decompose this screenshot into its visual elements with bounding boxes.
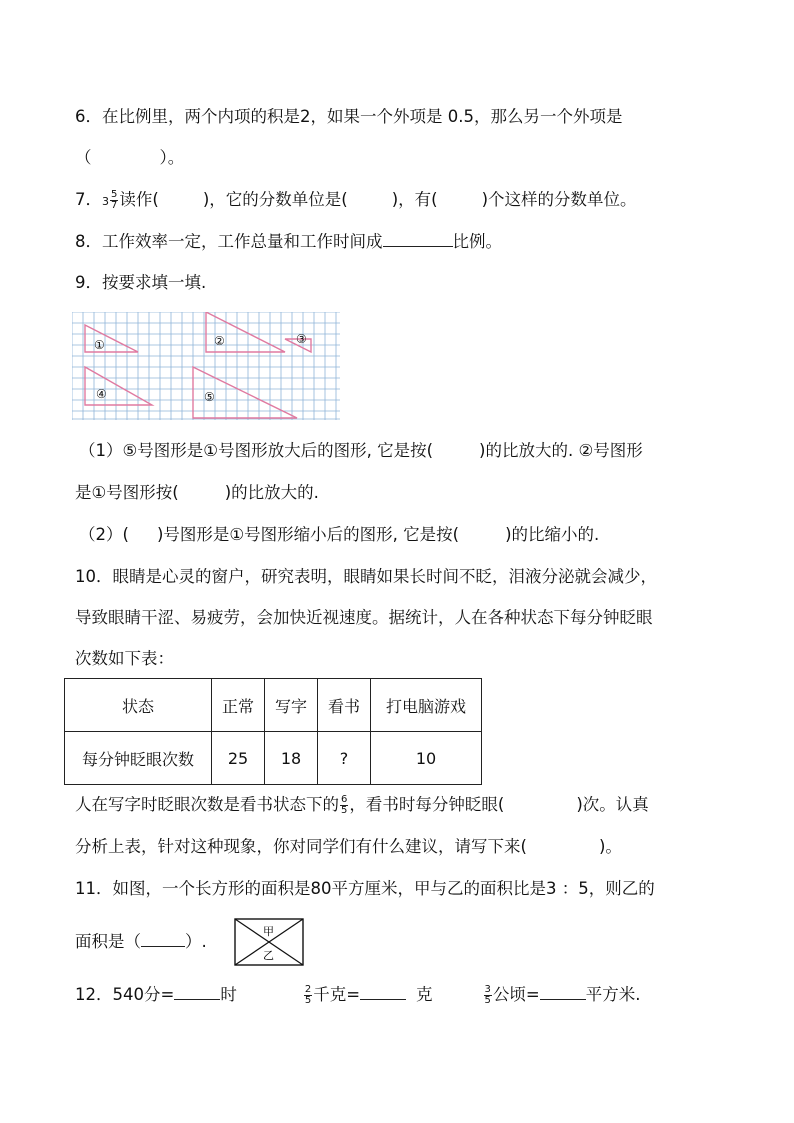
q6-open-paren: （: [75, 148, 92, 167]
q9-part2-line: [79, 524, 599, 546]
table-cell: 18: [265, 732, 318, 785]
q7-frac-denominator: 7: [111, 200, 118, 211]
q12-text-2: 时: [220, 985, 237, 1004]
q9-p2-text-a: （2）(: [79, 525, 129, 544]
q12-blank-square-meters[interactable]: [540, 983, 586, 1000]
q10-line2: 导致眼睛干涩、易疲劳，会加快近视速度。据统计，人在各种状态下每分钟眨眼: [75, 608, 653, 627]
q7-text-2: )，它的分数单位是(: [202, 190, 348, 209]
q9-p1-text-d: )的比放大的.: [224, 483, 319, 502]
table-cell: 25: [212, 732, 265, 785]
label-4: ④: [96, 387, 107, 401]
q12-fraction-1: [304, 985, 312, 1006]
q12-text-1: 12．540分=: [75, 985, 175, 1004]
q9-p2-text-b: )号图形是①号图形缩小后的图形, 它是按(: [156, 525, 460, 544]
q12-frac2-numerator: 3: [484, 984, 491, 995]
q12-text-5: 公顷=: [492, 985, 540, 1004]
q9-p1-text-a: （1）⑤号图形是①号图形放大后的图形, 它是按(: [79, 441, 434, 460]
q9-title: 9．按要求填一填.: [75, 273, 207, 292]
q12-text-6: 平方米.: [585, 985, 641, 1004]
blink-table: [64, 678, 482, 785]
table-header-cell: 打电脑游戏: [371, 679, 482, 732]
q12-fraction-2: [484, 985, 492, 1006]
q10-text-a3: )次。认真: [576, 795, 649, 814]
table-header-row: [65, 679, 482, 732]
q9-p2-text-c: )的比缩小的.: [505, 525, 600, 544]
q6-line1: 6．在比例里，两个内项的积是2，如果一个外项是 0.5，那么另一个外项是: [75, 107, 623, 126]
q8-text-2: 比例。: [452, 232, 502, 251]
q12-text-3: 千克=: [313, 985, 361, 1004]
table-cell: 10: [371, 732, 482, 785]
q12-frac2-denominator: 5: [484, 995, 491, 1006]
q8-answer-blank[interactable]: [383, 230, 453, 247]
q10-text-a2: ，看书时每分钟眨眼(: [349, 795, 505, 814]
label-1: ①: [94, 338, 105, 352]
table-header-cell: 写字: [265, 679, 318, 732]
q11-rectangle-figure: [234, 918, 304, 966]
q7-text-1: 读作(: [119, 190, 159, 209]
q10-answer-line1: [75, 794, 649, 816]
q7-fraction: [110, 190, 118, 211]
q7-text-4: )个这样的分数单位。: [481, 190, 637, 209]
label-jia: 甲: [263, 925, 274, 938]
q11-answer-blank[interactable]: [141, 930, 185, 947]
q9-p1-text-c: 是①号图形按(: [75, 483, 179, 502]
table-cell: ?: [318, 732, 371, 785]
table-cell: 每分钟眨眼次数: [65, 732, 212, 785]
table-header-cell: 看书: [318, 679, 371, 732]
q10-frac-numerator: 6: [341, 794, 348, 805]
q7-number: 7．: [75, 190, 102, 209]
q9-p1-text-b: )的比放大的. ②号图形: [479, 441, 643, 460]
q7-mixed-whole: 3: [102, 195, 109, 208]
q11-text-b: ）.: [185, 932, 207, 951]
q7-text-3: )，有(: [391, 190, 438, 209]
q11-line2: [75, 930, 207, 953]
q12-blank-hours[interactable]: [174, 983, 220, 1000]
triangle-1: [85, 325, 138, 352]
q12-line: [75, 983, 640, 1006]
q12-frac1-numerator: 2: [304, 984, 312, 995]
q6-close-paren: ）。: [159, 148, 185, 167]
q9-part1-line1: [79, 440, 643, 462]
q9-grid-figure: [72, 312, 340, 420]
table-header-cell: 正常: [212, 679, 265, 732]
table-row: [65, 732, 482, 785]
q7-line: [75, 189, 637, 213]
q12-text-4: 克: [416, 985, 433, 1004]
q12-blank-grams[interactable]: [360, 983, 406, 1000]
label-2: ②: [214, 334, 225, 348]
q10-frac-denominator: 5: [341, 805, 348, 816]
q8-line: [75, 230, 502, 253]
q10-fraction: [340, 795, 348, 816]
q10-text-b1: 分析上表，针对这种现象，你对同学们有什么建议，请写下来(: [75, 837, 527, 856]
q10-text-a1: 人在写字时眨眼次数是看书状态下的: [75, 795, 339, 814]
q10-answer-line2: [75, 836, 622, 858]
q12-frac1-denominator: 5: [304, 995, 312, 1006]
q6-line2: [75, 147, 184, 169]
q11-text-a: 面积是（: [75, 932, 141, 951]
q11-line1: 11．如图，一个长方形的面积是80平方厘米，甲与乙的面积比是3 ：5，则乙的: [75, 879, 655, 898]
label-5: ⑤: [204, 390, 215, 404]
q8-text-1: 8．工作效率一定，工作总量和工作时间成: [75, 232, 383, 251]
label-3: ③: [296, 332, 307, 346]
q9-part1-line2: [75, 482, 319, 504]
q10-line1: 10．眼睛是心灵的窗户，研究表明，眼睛如果长时间不眨，泪液分泌就会减少，: [75, 567, 657, 586]
label-yi: 乙: [263, 949, 274, 962]
q7-frac-numerator: 5: [111, 189, 118, 200]
table-header-cell: 状态: [65, 679, 212, 732]
q10-text-b2: )。: [598, 837, 622, 856]
q10-line3: 次数如下表：: [75, 649, 174, 668]
